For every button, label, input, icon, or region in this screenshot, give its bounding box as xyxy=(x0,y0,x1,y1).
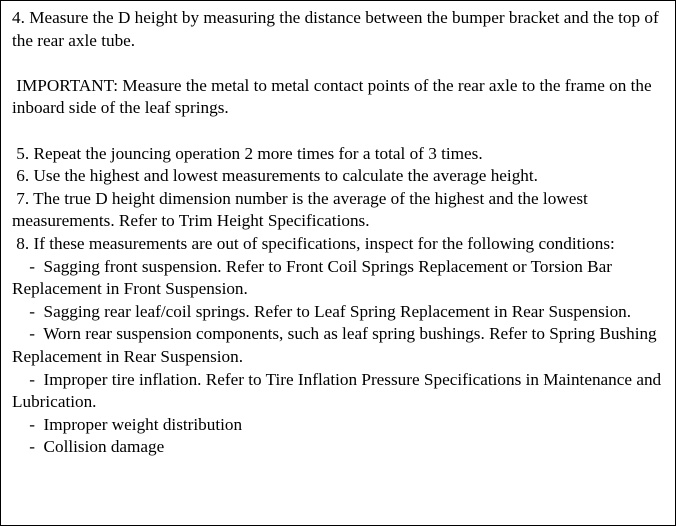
step-7-text: 7. The true D height dimension number is the average of the highest and the lowest measurements. Refer to Trim Height Specifications. xyxy=(12,188,593,231)
paragraph-spacer xyxy=(12,120,672,143)
condition-item: - Collision damage xyxy=(12,437,165,457)
document-body xyxy=(12,7,672,459)
important-note: IMPORTANT: Measure the metal to metal contact points of the rear axle to the frame on the inboard side of the leaf springs. xyxy=(12,75,656,118)
condition-item: - Worn rear suspension components, such as leaf spring bushings. Refer to Spring Bushing Replacement in Rear Suspension. xyxy=(12,324,661,366)
step-4-text: 4. Measure the D height by measuring the distance between the bumper bracket and the top of the rear axle tube. xyxy=(12,8,664,50)
step-8-text: 8. If these measurements are out of specifications, inspect for the following conditions: xyxy=(12,233,615,253)
condition-item: - Improper weight distribution xyxy=(12,414,243,434)
paragraph-spacer xyxy=(12,52,672,75)
condition-item: - Improper tire inflation. Refer to Tire Inflation Pressure Specifications in Maintenance and Lubrication. xyxy=(12,369,666,412)
step-5-text: 5. Repeat the jouncing operation 2 more times for a total of 3 times. xyxy=(12,143,483,163)
step-6-text: 6. Use the highest and lowest measurements to calculate the average height. xyxy=(12,166,538,186)
condition-item: - Sagging front suspension. Refer to Front Coil Springs Replacement or Torsion Bar Replacement in Front Suspension. xyxy=(12,256,617,299)
condition-item: - Sagging rear leaf/coil springs. Refer to Leaf Spring Replacement in Rear Suspension. xyxy=(12,301,632,321)
